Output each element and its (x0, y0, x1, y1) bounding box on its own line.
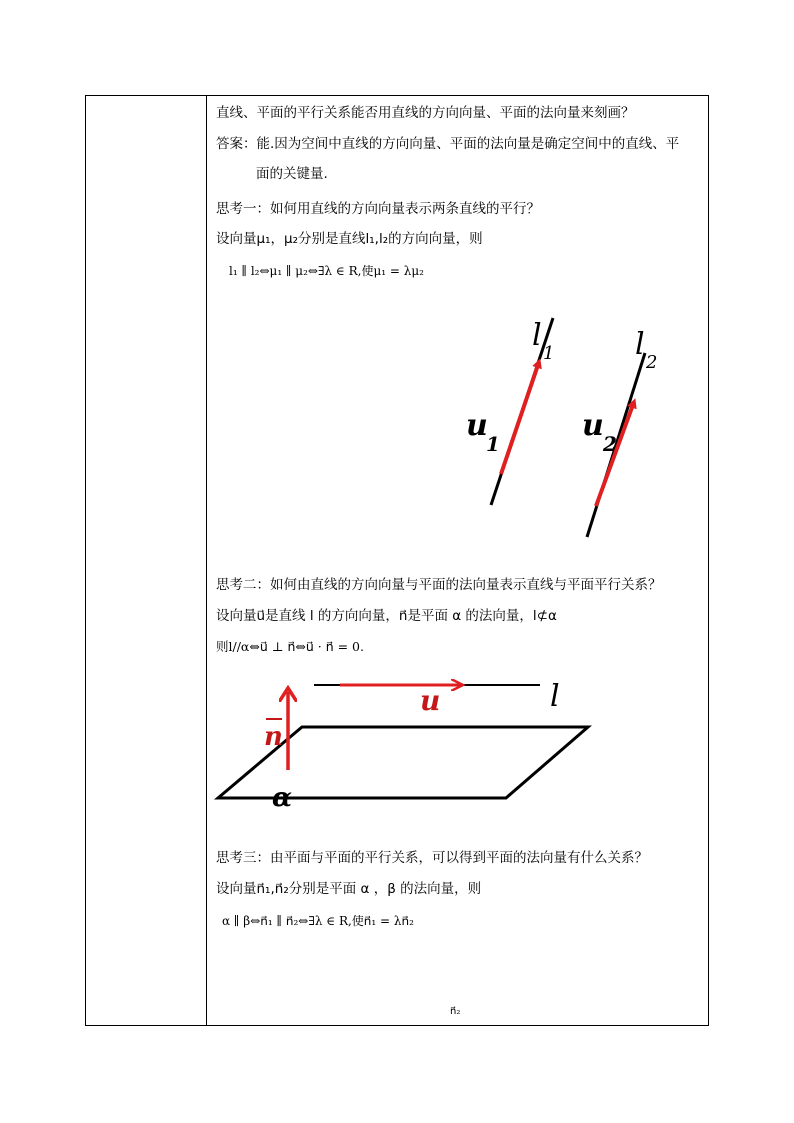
vector-u1 (501, 362, 539, 474)
label-l1: l (532, 318, 542, 353)
label-l1-sub: 1 (543, 343, 555, 364)
label-l2-sub: 2 (646, 352, 658, 373)
question-text: 直线、平面的平行关系能否用直线的方向向量、平面的法向量来刻画？ (216, 105, 635, 121)
footer-fragment: n⃗₂ (450, 1006, 461, 1017)
think1-setup: 设向量μ₁，μ₂分别是直线l₁,l₂的方向向量，则 (216, 231, 483, 247)
label-l2: l (635, 327, 645, 362)
label-u: u (420, 684, 441, 717)
think3-formula: α ∥ β⇔n⃗₁ ∥ n⃗₂⇔∃λ ∈ R,使n⃗₁ = λn⃗₂ (222, 914, 414, 928)
parallel-lines-figure (440, 310, 680, 550)
line-plane-figure (210, 670, 610, 813)
think2-setup: 设向量u⃗是直线 l 的方向向量，n⃗是平面 α 的法向量，l⊄α (216, 608, 557, 624)
label-u2-sub: 2 (603, 432, 617, 456)
label-alpha: α (272, 783, 293, 813)
label-l: l (550, 679, 560, 714)
table-column-divider (206, 95, 207, 1026)
think1-formula: l₁ ∥ l₂⇔μ₁ ∥ μ₂⇔∃λ ∈ R,使μ₁ = λμ₂ (229, 264, 424, 278)
answer-line-1: 答案：能.因为空间中直线的方向向量、平面的法向量是确定空间中的直线、平 (216, 136, 680, 152)
label-u1-sub: 1 (486, 432, 500, 456)
answer-line-2: 面的关键量. (256, 166, 328, 182)
think3-title: 思考三：由平面与平面的平行关系，可以得到平面的法向量有什么关系？ (216, 850, 648, 866)
think3-setup: 设向量n⃗₁,n⃗₂分别是平面 α ，β 的法向量，则 (216, 881, 482, 897)
label-n: n (264, 722, 283, 752)
label-u2: u (582, 408, 604, 443)
think2-title: 思考二：如何由直线的方向向量与平面的法向量表示直线与平面平行关系？ (216, 577, 662, 593)
think1-title: 思考一：如何用直线的方向向量表示两条直线的平行？ (216, 201, 540, 217)
think2-formula: 则l//α⇔u⃗ ⊥ n⃗⇔u⃗ · n⃗ = 0. (216, 639, 364, 654)
label-u1: u (466, 408, 488, 443)
